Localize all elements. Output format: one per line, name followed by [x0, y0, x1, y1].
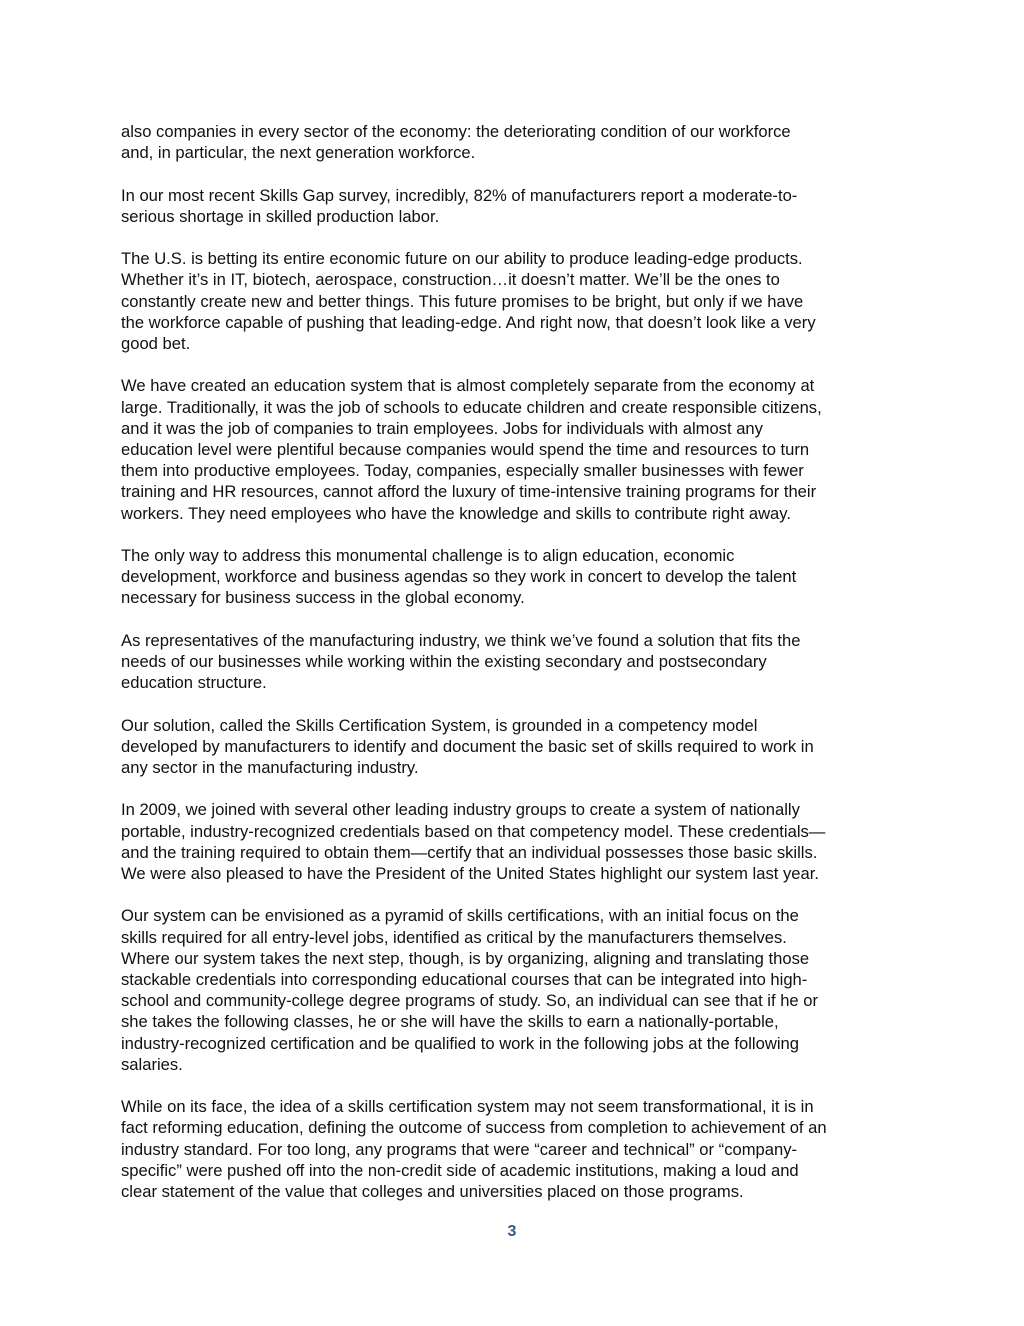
text-line: good bet.	[121, 334, 191, 353]
text-line: While on its face, the idea of a skills certification system may not seem transformational, it is in	[121, 1097, 814, 1117]
text-line: education level were plentiful because companies would spend the time and resources to turn	[121, 440, 810, 459]
paragraph-9	[121, 905, 907, 1075]
text-line: clear statement of the value that colleges and universities placed on those programs.	[121, 1182, 744, 1202]
text-line: developed by manufacturers to identify and document the basic set of skills required to work in	[121, 736, 814, 756]
text-line: them into productive employees. Today, companies, especially smaller businesses with fewer	[121, 461, 804, 481]
paragraph-10	[121, 1096, 907, 1202]
text-line: The U.S. is betting its entire economic future on our ability to produce leading-edge products.	[121, 249, 803, 269]
text-line: stackable credentials into corresponding educational courses that can be integrated into high-	[121, 970, 808, 989]
text-line: and the training required to obtain them—certify that an individual possesses those basic skills.	[121, 842, 818, 862]
text-line: and it was the job of companies to train employees. Jobs for individuals with almost any	[121, 418, 763, 438]
text-line: serious shortage in skilled production labor.	[121, 206, 440, 226]
text-line: industry standard. For too long, any programs that were “career and technical” or “company-	[121, 1139, 798, 1159]
text-line: industry-recognized certification and be qualified to work in the following jobs at the following	[121, 1033, 799, 1053]
paragraph-5	[121, 545, 907, 609]
text-line: In our most recent Skills Gap survey, incredibly, 82% of manufacturers report a moderate-to-	[121, 185, 798, 205]
text-line: she takes the following classes, he or she will have the skills to earn a nationally-portable,	[121, 1012, 779, 1032]
text-line: also companies in every sector of the economy: the deteriorating condition of our workforce	[121, 122, 791, 141]
text-line: fact reforming education, defining the outcome of success from completion to achievement of an	[121, 1118, 827, 1138]
body-text	[121, 121, 907, 1223]
text-line: needs of our businesses while working within the existing secondary and postsecondary	[121, 652, 767, 671]
text-line: As representatives of the manufacturing industry, we think we’ve found a solution that fits the	[121, 630, 801, 650]
paragraph-6	[121, 630, 907, 694]
text-line: salaries.	[121, 1054, 183, 1074]
paragraph-3	[121, 248, 907, 354]
paragraph-4	[121, 375, 907, 523]
text-line: skills required for all entry-level jobs, identified as critical by the manufacturers themselves.	[121, 927, 787, 947]
text-line: Our system can be envisioned as a pyramid of skills certifications, with an initial focus on the	[121, 906, 799, 926]
text-line: school and community-college degree programs of study. So, an individual can see that if he or	[121, 991, 819, 1011]
page-number: 3	[507, 1223, 517, 1240]
paragraph-7	[121, 715, 907, 779]
text-line: education structure.	[121, 673, 267, 693]
text-line: Our solution, called the Skills Certification System, is grounded in a competency model	[121, 715, 758, 735]
text-line: The only way to address this monumental challenge is to align education, economic	[121, 546, 735, 565]
text-line: portable, industry-recognized credentials based on that competency model. These credentials—	[121, 821, 826, 841]
text-line: Where our system takes the next step, though, is by organizing, aligning and translating those	[121, 948, 810, 968]
text-line: We were also pleased to have the President of the United States highlight our system last year.	[121, 864, 819, 883]
text-line: We have created an education system that is almost completely separate from the economy at	[121, 376, 815, 396]
text-line: the workforce capable of pushing that leading-edge. And right now, that doesn’t look like a very	[121, 312, 816, 332]
text-line: training and HR resources, cannot afford the luxury of time-intensive training programs for their	[121, 482, 817, 502]
text-line: specific” were pushed off into the non-credit side of academic institutions, making a loud and	[121, 1160, 799, 1180]
text-line: constantly create new and better things. This future promises to be bright, but only if we have	[121, 291, 804, 311]
text-line: necessary for business success in the global economy.	[121, 588, 525, 608]
paragraph-1	[121, 121, 907, 163]
text-line: development, workforce and business agendas so they work in concert to develop the talent	[121, 567, 797, 587]
text-line: Whether it’s in IT, biotech, aerospace, construction…it doesn’t matter. We’ll be the ones to	[121, 270, 780, 290]
text-line: large. Traditionally, it was the job of schools to educate children and create responsible citizens,	[121, 397, 822, 417]
paragraph-2	[121, 185, 907, 227]
text-line: In 2009, we joined with several other leading industry groups to create a system of nationally	[121, 800, 800, 820]
text-line: any sector in the manufacturing industry.	[121, 758, 419, 777]
paragraph-8	[121, 799, 907, 884]
text-line: workers. They need employees who have the knowledge and skills to contribute right away.	[121, 503, 791, 523]
text-line: and, in particular, the next generation workforce.	[121, 143, 476, 163]
